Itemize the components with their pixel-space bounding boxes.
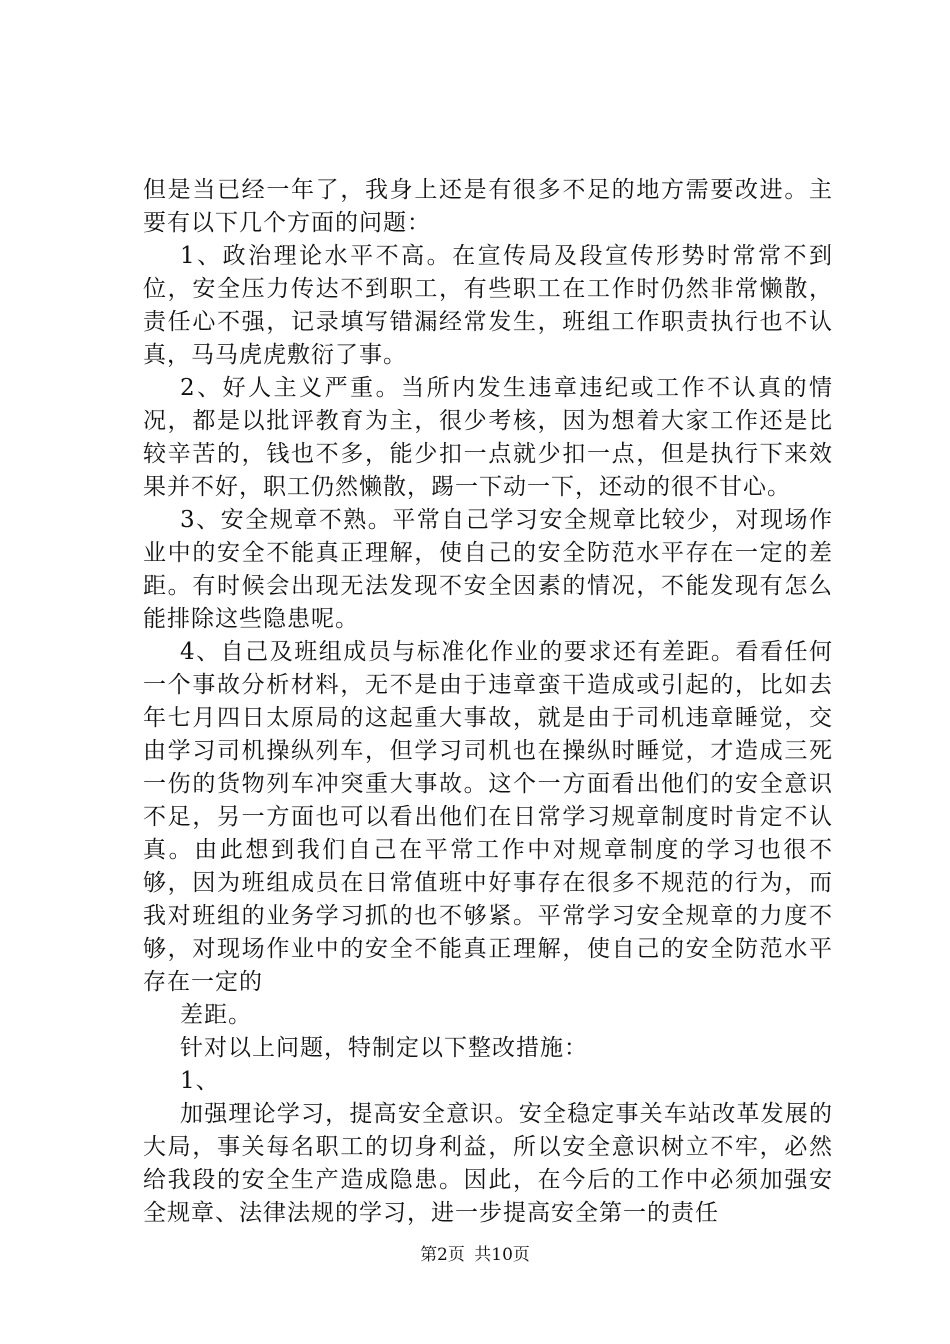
paragraph-measures-intro: 针对以上问题，特制定以下整改措施：: [180, 1035, 588, 1061]
page-footer: [0, 1240, 950, 1265]
paragraph-issue-1: 1、政治理论水平不高。在宣传局及段宣传形势时常常不到位，安全压力传达不到职工，有些职工在工作时仍然非常懒散，责任心不强，记录填写错漏经常发生，班组工作职责执行也不认真，马马虎虎敷衍了事。: [143, 243, 833, 368]
paragraph-issue-4: 4、自己及班组成员与标准化作业的要求还有差距。看看任何一个事故分析材料，无不是由于违章蛮干造成或引起的，比如去年七月四日太原局的这起重大事故，就是由于司机违章睡觉，交由学习司机操纵列车，但学习司机也在操纵时睡觉，才造成三死一伤的货物列车冲突重大事故。这个一方面看出他们的安全意识不足，另一方面也可以看出他们在日常学习规章制度时肯定不认真。由此想到我们自己在平常工作中对规章制度的学习也很不够，因为班组成员在日常值班中好事存在很多不规范的行为，而我对班组的业务学习抓的也不够紧。平常学习安全规章的力度不够，对现场作业中的安全不能真正理解，使自己的安全防范水平存在一定的: [143, 639, 833, 995]
paragraph-intro: 但是当已经一年了，我身上还是有很多不足的地方需要改进。主要有以下几个方面的问题：: [143, 177, 833, 236]
document-body: [143, 174, 833, 1230]
paragraph-measure-1: 加强理论学习，提高安全意识。安全稳定事关车站改革发展的大局，事关每名职工的切身利益，所以安全意识树立不牢，必然给我段的安全生产造成隐患。因此，在今后的工作中必须加强安全规章、法律法规的学习，进一步提高安全第一的责任: [143, 1101, 833, 1226]
paragraph-issue-3: 3、安全规章不熟。平常自己学习安全规章比较少，对现场作业中的安全不能真正理解，使自己的安全防范水平存在一定的差距。有时候会出现无法发现不安全因素的情况，不能发现有怎么能排除这些隐患呢。: [143, 507, 833, 632]
paragraph-issue-2: 2、好人主义严重。当所内发生违章违纪或工作不认真的情况，都是以批评教育为主，很少考核，因为想着大家工作还是比较辛苦的，钱也不多，能少扣一点就少扣一点，但是执行下来效果并不好，职工仍然懒散，踢一下动一下，还动的很不甘心。: [143, 375, 833, 500]
paragraph-issue-4-end: 差距。: [180, 1002, 252, 1028]
paragraph-measure-1-number: 1、: [180, 1068, 220, 1094]
page-number: 第2页: [420, 1245, 465, 1265]
page-total: 共10页: [474, 1245, 530, 1265]
